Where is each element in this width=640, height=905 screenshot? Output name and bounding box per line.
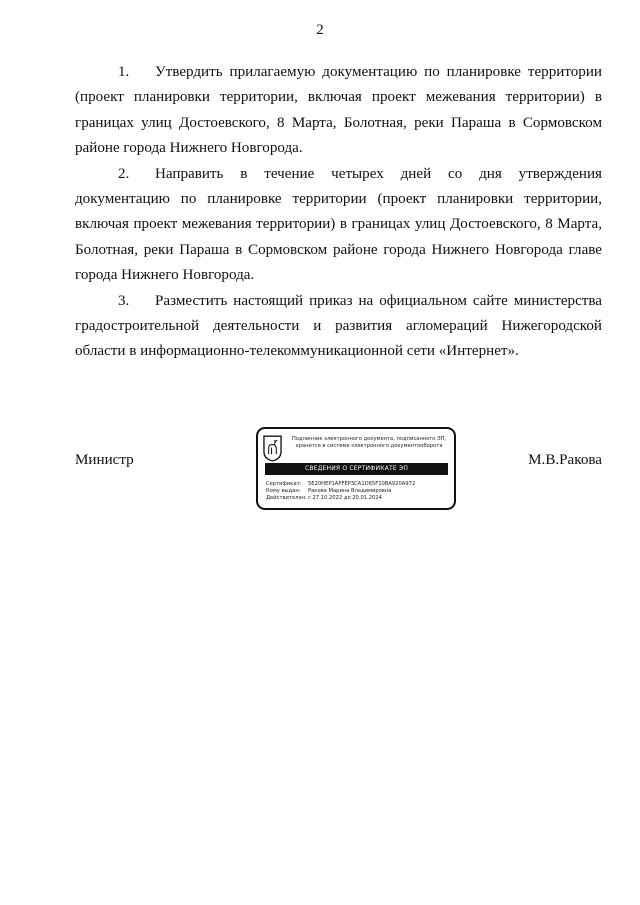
issued-to-value: Ракова Марина Владимировна [308, 488, 392, 494]
certificate-label: Сертификат: [266, 481, 302, 487]
stamp-notice-line-2: хранится в системе электронного документооборота [295, 443, 443, 449]
issued-to-label: Кому выдан: [266, 488, 301, 494]
paragraph-text: Утвердить прилагаемую документацию по планировке территории (проект планировки территории, включая проект межевания территории) в границах улиц Достоевского, 8 Марта, Болотная, реки Параша в Сормовском районе города Нижнего Новгорода. [75, 64, 602, 157]
signatory-title: Министр [75, 452, 134, 468]
certificate-value: 5E20HEP1APFEP3CA1D65F10BA920A972 [308, 481, 416, 487]
paragraph-3 [75, 289, 602, 365]
stamp-issued-to-row [266, 488, 391, 495]
document-body [75, 60, 602, 365]
paragraph-number: 3. [118, 292, 130, 309]
stamp-validity-row [266, 495, 382, 502]
paragraph-number: 2. [118, 165, 130, 182]
stamp-notice-line-1: Подлинник электронного документа, подписанного ЭП, [291, 436, 447, 442]
coat-of-arms-icon [263, 435, 282, 462]
paragraph-text: Направить в течение четырех дней со дня утверждения документацию по планировке территории (проект планировки территории, включая проект межевания территории) в границах улиц Достоевского, 8 Марта, Болотная, реки Параша в Сормовском районе города Нижнего Новгорода главе города Нижнего Новгорода. [75, 165, 602, 284]
valid-label: Действителен: [266, 495, 307, 501]
paragraph-1 [75, 60, 602, 162]
electronic-signature-stamp [256, 427, 456, 510]
paragraph-number: 1. [118, 64, 130, 80]
signature-block [75, 427, 602, 515]
paragraph-text: Разместить настоящий приказ на официальном сайте министерства градостроительной деятельности и развития агломераций Нижегородской области в информационно-телекоммуникационной сети «Интернет». [75, 292, 602, 360]
valid-value: с 27.10.2022 до 20.01.2024 [308, 495, 382, 501]
page-number: 2 [316, 22, 324, 38]
stamp-header-bar: СВЕДЕНИЯ О СЕРТИФИКАТЕ ЭП [265, 463, 448, 475]
paragraph-2 [75, 162, 602, 289]
signatory-name: М.В.Ракова [528, 452, 602, 468]
stamp-certificate-row [266, 481, 415, 488]
